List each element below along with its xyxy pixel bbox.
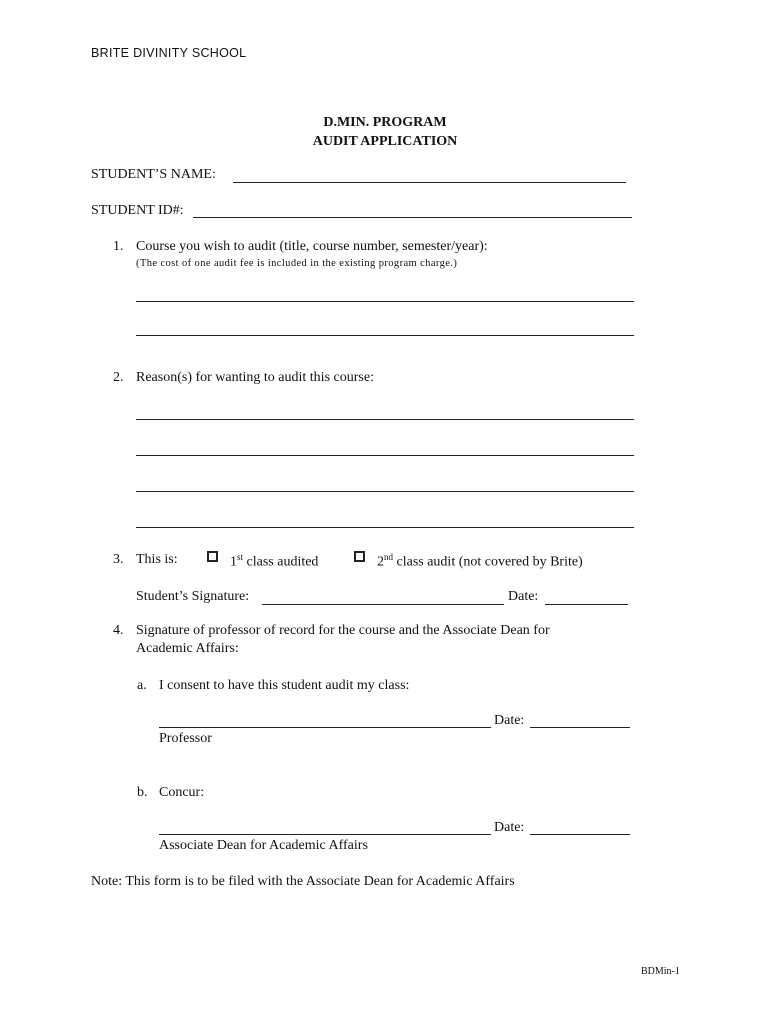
item4-text-line2: Academic Affairs: bbox=[136, 641, 239, 656]
item3-label: This is: bbox=[136, 552, 178, 567]
item4b-letter: b. bbox=[137, 785, 148, 800]
professor-date-label: Date: bbox=[494, 713, 525, 728]
professor-date-line[interactable] bbox=[530, 727, 630, 728]
second-audit-option: 2nd class audit (not covered by Brite) bbox=[377, 552, 583, 570]
student-signature-line[interactable] bbox=[262, 604, 504, 605]
form-title-line2: AUDIT APPLICATION bbox=[312, 134, 458, 149]
student-name-label: STUDENT’S NAME: bbox=[91, 167, 216, 182]
dean-signature-line[interactable] bbox=[159, 834, 491, 835]
dean-caption: Associate Dean for Academic Affairs bbox=[159, 838, 368, 853]
dean-date-label: Date: bbox=[494, 820, 525, 835]
first-audit-checkbox[interactable] bbox=[207, 551, 218, 562]
professor-caption: Professor bbox=[159, 731, 212, 746]
professor-signature-line[interactable] bbox=[159, 727, 491, 728]
item1-answer-line[interactable] bbox=[136, 301, 634, 302]
first-audit-option: 1st class audited bbox=[230, 552, 319, 570]
item3-number: 3. bbox=[113, 552, 124, 567]
student-id-line[interactable] bbox=[193, 217, 632, 218]
dean-date-line[interactable] bbox=[530, 834, 630, 835]
item4-text-line1: Signature of professor of record for the course and the Associate Dean for bbox=[136, 623, 550, 638]
institution-header: BRITE DIVINITY SCHOOL bbox=[91, 46, 247, 60]
item4b-text: Concur: bbox=[159, 785, 205, 800]
student-date-line[interactable] bbox=[545, 604, 628, 605]
item1-text: Course you wish to audit (title, course number, semester/year): bbox=[136, 239, 488, 254]
student-id-label: STUDENT ID#: bbox=[91, 203, 184, 218]
form-code: BDMin-1 bbox=[641, 966, 680, 977]
item4a-letter: a. bbox=[137, 678, 147, 693]
form-title-line1: D.MIN. PROGRAM bbox=[323, 115, 447, 130]
item2-answer-line[interactable] bbox=[136, 455, 634, 456]
student-signature-label: Student’s Signature: bbox=[136, 589, 250, 604]
item2-answer-line[interactable] bbox=[136, 527, 634, 528]
item4a-text: I consent to have this student audit my class: bbox=[159, 678, 410, 693]
student-date-label: Date: bbox=[508, 589, 539, 604]
second-audit-checkbox[interactable] bbox=[354, 551, 365, 562]
item2-answer-line[interactable] bbox=[136, 419, 634, 420]
filing-note: Note: This form is to be filed with the Associate Dean for Academic Affairs bbox=[91, 874, 515, 889]
item2-text: Reason(s) for wanting to audit this course: bbox=[136, 370, 374, 385]
item2-number: 2. bbox=[113, 370, 124, 385]
item1-answer-line[interactable] bbox=[136, 335, 634, 336]
item2-answer-line[interactable] bbox=[136, 491, 634, 492]
item4-number: 4. bbox=[113, 623, 124, 638]
item1-note: (The cost of one audit fee is included in the existing program charge.) bbox=[136, 258, 458, 269]
item1-number: 1. bbox=[113, 239, 124, 254]
student-name-line[interactable] bbox=[233, 182, 626, 183]
